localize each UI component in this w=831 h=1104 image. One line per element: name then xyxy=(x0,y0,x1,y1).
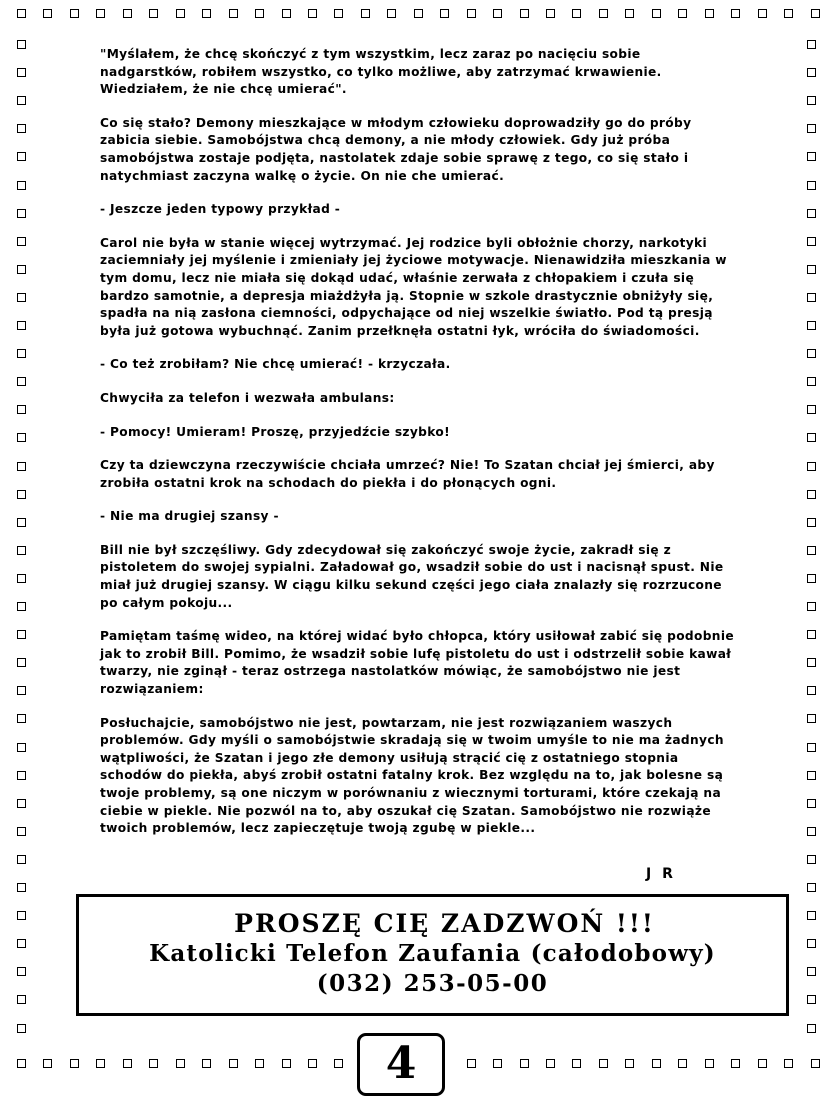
border-square xyxy=(17,405,26,414)
border-square xyxy=(96,9,105,18)
border-square xyxy=(17,630,26,639)
border-square xyxy=(17,1024,26,1033)
border-square xyxy=(149,1059,158,1068)
border-square xyxy=(229,9,238,18)
border-square xyxy=(493,1059,502,1068)
border-square xyxy=(599,9,608,18)
border-square xyxy=(731,9,740,18)
border-square xyxy=(70,1059,79,1068)
border-square xyxy=(758,9,767,18)
paragraph-carol-cry: - Co też zrobiłam? Nie chcę umierać! - krzyczała. xyxy=(100,357,451,372)
border-square xyxy=(43,9,52,18)
border-square xyxy=(807,321,816,330)
border-square xyxy=(149,9,158,18)
border-square xyxy=(807,349,816,358)
border-square xyxy=(387,9,396,18)
border-square xyxy=(202,9,211,18)
border-square xyxy=(17,349,26,358)
border-square xyxy=(807,1024,816,1033)
border-square xyxy=(807,714,816,723)
border-square xyxy=(784,1059,793,1068)
border-square xyxy=(652,9,661,18)
border-square xyxy=(493,9,502,18)
border-square xyxy=(807,68,816,77)
author-signature: J R xyxy=(646,866,676,882)
border-square xyxy=(807,602,816,611)
border-square xyxy=(17,883,26,892)
border-square xyxy=(17,518,26,527)
paragraph-help: - Pomocy! Umieram! Proszę, przyjedźcie szybko! xyxy=(100,424,450,439)
border-square xyxy=(17,995,26,1004)
border-square xyxy=(807,293,816,302)
border-square xyxy=(17,799,26,808)
border-square xyxy=(414,9,423,18)
paragraph-ambulance: Chwyciła za telefon i wezwała ambulans: xyxy=(100,390,395,405)
border-square xyxy=(361,9,370,18)
border-square xyxy=(17,1059,26,1068)
border-square xyxy=(123,9,132,18)
helpline-box xyxy=(76,894,789,1016)
border-square xyxy=(807,152,816,161)
border-square xyxy=(96,1059,105,1068)
border-square xyxy=(17,490,26,499)
border-square xyxy=(467,1059,476,1068)
helpline-name: Katolicki Telefon Zaufania (całodobowy) xyxy=(149,940,716,967)
border-square xyxy=(807,686,816,695)
border-square xyxy=(17,68,26,77)
border-square xyxy=(17,40,26,49)
border-square xyxy=(334,1059,343,1068)
border-square xyxy=(807,490,816,499)
border-square xyxy=(17,939,26,948)
border-square xyxy=(625,1059,634,1068)
border-square xyxy=(807,771,816,780)
paragraph-listen: Posłuchajcie, samobójstwo nie jest, powtarzam, nie jest rozwiązaniem waszych problemów. Gdy myśli o samobójstwie skradają się w twoim umyśle to nie ma żadnych wątpliwości, że Szatan i jego złe demony usiłują strącić cię z ostatniego stopnia schodów do piekła, abyś zrobił ostatni fatalny krok. Bez względu na to, jak bolesne są twoje problemy, są one niczym w porównaniu z wiecznymi torturami, które czekają na ciebie w piekle. Nie pozwól na to, aby oszukał cię Szatan. Samobójstwo nie rozwiąże twoich problemów, lecz zapieczętuje twoją zgubę w piekle... xyxy=(100,715,724,836)
section-heading-no-chance: - Nie ma drugiej szansy - xyxy=(100,509,279,524)
border-square xyxy=(784,9,793,18)
border-square xyxy=(807,462,816,471)
border-square xyxy=(520,9,529,18)
border-square xyxy=(17,967,26,976)
border-square xyxy=(731,1059,740,1068)
border-square xyxy=(17,237,26,246)
border-square xyxy=(807,209,816,218)
border-square xyxy=(807,405,816,414)
border-square xyxy=(807,911,816,920)
border-square xyxy=(807,377,816,386)
border-square xyxy=(807,658,816,667)
border-square xyxy=(17,152,26,161)
border-square xyxy=(807,433,816,442)
border-square xyxy=(17,546,26,555)
paragraph-quote: "Myślałem, że chcę skończyć z tym wszystkim, lecz zaraz po nacięciu sobie nadgarstków, robiłem wszystko, co tylko możliwe, aby zatrzymać krwawienie. Wiedziałem, że nie chcę umierać". xyxy=(100,47,662,97)
border-square xyxy=(678,9,687,18)
border-square xyxy=(807,574,816,583)
border-square xyxy=(807,967,816,976)
border-square xyxy=(546,1059,555,1068)
border-square xyxy=(17,293,26,302)
border-square xyxy=(572,1059,581,1068)
border-square xyxy=(546,9,555,18)
helpline-call-to-action: PROSZĘ CIĘ ZADZWOŃ !!! xyxy=(234,909,655,938)
border-square xyxy=(308,1059,317,1068)
border-square xyxy=(807,995,816,1004)
border-square xyxy=(807,237,816,246)
border-square xyxy=(599,1059,608,1068)
border-square xyxy=(17,96,26,105)
paragraph-bill: Bill nie był szczęśliwy. Gdy zdecydował się zakończyć swoje życie, zakradł się z pistoletem do swojej sypialni. Załadował go, wsadził sobie do ust i nacisnął spust. Nie miał już drugiej szansy. W ciągu kilku sekund części jego ciała znalazły się rozrzucone po całym pokoju... xyxy=(100,542,724,610)
border-square xyxy=(17,377,26,386)
paragraph-video: Pamiętam taśmę wideo, na której widać było chłopca, który usiłował zabić się podobnie jak to zrobił Bill. Pomimo, że wsadził sobie lufę pistoletu do ust i odstrzelił sobie kawał twarzy, nie zginął - teraz ostrzega nastolatków mówiąc, że samobójstwo nie jest rozwiązaniem: xyxy=(100,629,734,697)
border-square xyxy=(520,1059,529,1068)
border-square xyxy=(17,433,26,442)
border-square xyxy=(678,1059,687,1068)
border-square xyxy=(43,1059,52,1068)
border-square xyxy=(807,96,816,105)
border-square xyxy=(807,743,816,752)
article-body xyxy=(100,46,740,854)
border-square xyxy=(705,9,714,18)
border-square xyxy=(17,714,26,723)
paragraph-question: Czy ta dziewczyna rzeczywiście chciała umrzeć? Nie! To Szatan chciał jej śmierci, aby zrobiła ostatni krok na schodach do piekła i do płonących ogni. xyxy=(100,458,715,490)
border-square xyxy=(17,771,26,780)
border-square xyxy=(807,181,816,190)
border-square xyxy=(807,630,816,639)
border-square xyxy=(123,1059,132,1068)
border-square xyxy=(255,9,264,18)
border-square xyxy=(17,743,26,752)
border-square xyxy=(282,9,291,18)
border-square xyxy=(758,1059,767,1068)
border-square xyxy=(467,9,476,18)
border-square xyxy=(807,124,816,133)
border-square xyxy=(807,883,816,892)
border-square xyxy=(807,265,816,274)
border-square xyxy=(811,1059,820,1068)
border-square xyxy=(17,321,26,330)
border-square xyxy=(807,827,816,836)
border-square xyxy=(17,658,26,667)
border-square xyxy=(17,911,26,920)
border-square xyxy=(17,686,26,695)
border-square xyxy=(17,9,26,18)
border-square xyxy=(70,9,79,18)
border-square xyxy=(334,9,343,18)
border-square xyxy=(652,1059,661,1068)
section-heading-example: - Jeszcze jeden typowy przykład - xyxy=(100,202,341,217)
border-square xyxy=(17,827,26,836)
border-square xyxy=(807,855,816,864)
paragraph-explanation: Co się stało? Demony mieszkające w młodym człowieku doprowadziły go do próby zabicia siebie. Samobójstwa chcą demony, a nie młody człowiek. Gdy już próba samobójstwa zostaje podjęta, nastolatek zdaje sobie sprawę z tego, co się stało i natychmiast zaczyna walkę o życie. On nie che umierać. xyxy=(100,115,692,183)
border-square xyxy=(255,1059,264,1068)
border-square xyxy=(17,181,26,190)
border-square xyxy=(17,265,26,274)
border-square xyxy=(807,518,816,527)
border-square xyxy=(282,1059,291,1068)
border-square xyxy=(202,1059,211,1068)
border-square xyxy=(17,209,26,218)
border-square xyxy=(176,1059,185,1068)
border-square xyxy=(572,9,581,18)
border-square xyxy=(17,855,26,864)
border-square xyxy=(17,602,26,611)
border-square xyxy=(17,574,26,583)
paragraph-carol: Carol nie była w stanie więcej wytrzymać. Jej rodzice byli obłożnie chorzy, narkotyki zaciemniały jej myślenie i zmieniały jej życiowe motywacje. Nienawidziła mieszkania w tym domu, lecz nie miała się dokąd udać, właśnie zerwała z chłopakiem i czuła się bardzo samotnie, a depresja miażdżyła ją. Stopnie w szkole drastycznie obniżyły się, spadła na nią zasłona ciemności, odpychające od niej wszelkie światło. Pod tą presją była już gotowa wybuchnąć. Zanim przełknęła ostatni łyk, wróciła do świadomości. xyxy=(100,235,727,338)
border-square xyxy=(807,40,816,49)
border-square xyxy=(811,9,820,18)
border-square xyxy=(705,1059,714,1068)
border-square xyxy=(807,546,816,555)
border-square xyxy=(176,9,185,18)
border-square xyxy=(807,799,816,808)
border-square xyxy=(807,939,816,948)
border-square xyxy=(17,462,26,471)
helpline-phone: (032) 253-05-00 xyxy=(316,970,549,997)
page-number: 4 xyxy=(357,1033,445,1096)
border-square xyxy=(229,1059,238,1068)
border-square xyxy=(440,9,449,18)
border-square xyxy=(308,9,317,18)
border-square xyxy=(625,9,634,18)
border-square xyxy=(17,124,26,133)
